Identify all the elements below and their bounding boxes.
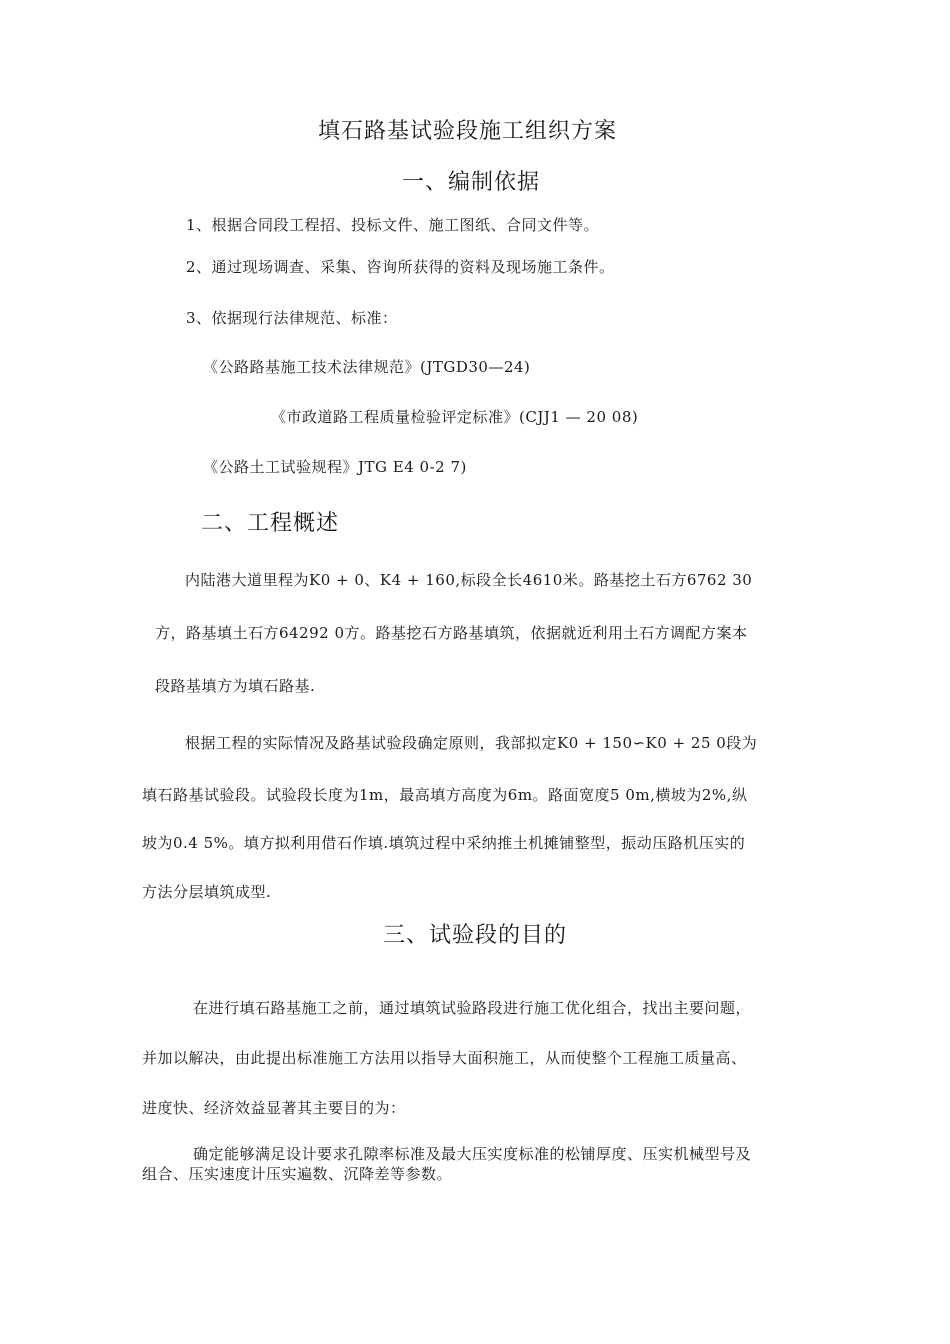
section-3-heading: 三、试验段的目的 [383,923,568,948]
document-title: 填石路基试验段施工组织方案 [318,119,618,144]
overview-para2-line-3: 坡为0.4 5%。填方拟利用借石作填.填筑过程中采纳推土机摊铺整型，振动压路机压实的 [142,834,746,852]
purpose-line-1: 在进行填石路基施工之前，通过填筑试验路段进行施工优化组合，找出主要问题， [193,999,752,1017]
purpose-line-2: 并加以解决，由此提出标准施工方法用以指导大面积施工，从而使整个工程施工质量高、 [142,1049,747,1067]
overview-line-1: 内陆港大道里程为K0 + 0、K4 + 160,标段全长4610米。路基挖土石方6762 30 [185,571,753,589]
basis-item-3: 3、依据现行法律规范、标准： [186,309,398,327]
basis-item-2: 2、通过现场调查、采集、咨询所获得的资料及现场施工条件。 [186,258,615,276]
section-1-heading: 一、编制依据 [402,170,541,195]
overview-para2-line-2: 填石路基试验段。试验段长度为1m，最高填方高度为6m。路面宽度5 0m,横坡为2%,纵 [142,786,748,804]
basis-item-1: 1、根据合同段工程招、投标文件、施工图纸、合同文件等。 [186,216,600,234]
overview-para2-line-4: 方法分层填筑成型. [142,883,272,901]
standard-2: 《市政道路工程质量检验评定标准》(CJJ1 — 20 08) [271,408,639,426]
standard-1: 《公路路基施工技术法律规范》(JTGD30—24) [203,358,531,376]
section-2-heading: 二、工程概述 [201,511,340,536]
overview-line-3: 段路基填方为填石路基. [155,677,316,695]
purpose-para2-line-2: 组合、压实速度计压实遍数、沉降差等参数。 [142,1165,453,1183]
overview-para2-line-1: 根据工程的实际情况及路基试验段确定原则，我部拟定K0 + 150∽K0 + 25 0段为 [185,734,758,752]
purpose-para2-line-1: 确定能够满足设计要求孔隙率标准及最大压实度标准的松铺厚度、压实机械型号及 [193,1145,752,1163]
standard-3: 《公路土工试验规程》JTG E4 0-2 7) [203,458,467,476]
purpose-line-3: 进度快、经济效益显著其主要目的为： [142,1099,406,1117]
overview-line-2: 方，路基填土石方64292 0方。路基挖石方路基填筑，依据就近利用土石方调配方案本 [155,624,748,642]
